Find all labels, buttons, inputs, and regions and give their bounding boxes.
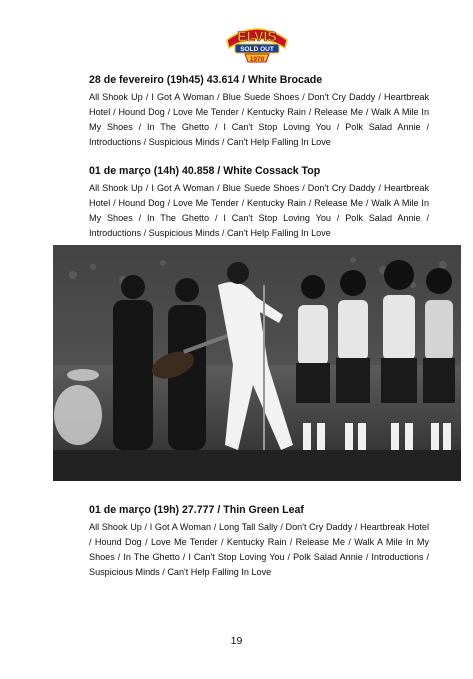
concert-photo [53, 245, 461, 481]
show-title: 01 de março (19h) 27.777 / Thin Green Leaf [89, 504, 304, 516]
elvis-sold-out-logo [223, 20, 291, 64]
show-section-3 [89, 503, 429, 580]
show-title: 01 de março (14h) 40.858 / White Cossack Top [89, 165, 321, 177]
show-setlist: All Shook Up / I Got A Woman / Long Tall Sally / Don't Cry Daddy / Heartbreak Hotel / Hound Dog / Love Me Tender / Kentucky Rain / Release Me / Walk A Mile In My Shoes / In The Ghetto / I Can't Stop Loving You / Polk Salad Annie / Introductions / Suspicious Minds / Can't Help Falling In Love [89, 522, 429, 578]
concert-photo-illustration [53, 245, 461, 481]
show-setlist: All Shook Up / I Got A Woman / Blue Suede Shoes / Don't Cry Daddy / Heartbreak Hotel / Hound Dog / Love Me Tender / Kentucky Rain / Release Me / Walk A Mile In My Shoes / In The Ghetto / I Can't Stop Loving You / Polk Salad Annie / Introductions / Suspicious Minds / Can't Help Falling In Love [89, 92, 429, 148]
show-section-2 [89, 164, 429, 241]
logo-word-sold-out: SOLD OUT [240, 46, 274, 53]
logo-word-elvis: ELVIS [237, 28, 277, 44]
page-number: 19 [230, 635, 243, 647]
logo-word-year: 1970 [249, 56, 265, 63]
show-setlist: All Shook Up / I Got A Woman / Blue Suede Shoes / Don't Cry Daddy / Heartbreak Hotel / Hound Dog / Love Me Tender / Kentucky Rain / Release Me / Walk A Mile In My Shoes / In The Ghetto / I Can't Stop Loving You / Polk Salad Annie / Introductions / Suspicious Minds / Can't Help Falling In Love [89, 183, 429, 239]
show-section-1 [89, 73, 429, 150]
show-title: 28 de fevereiro (19h45) 43.614 / White Brocade [89, 74, 323, 86]
